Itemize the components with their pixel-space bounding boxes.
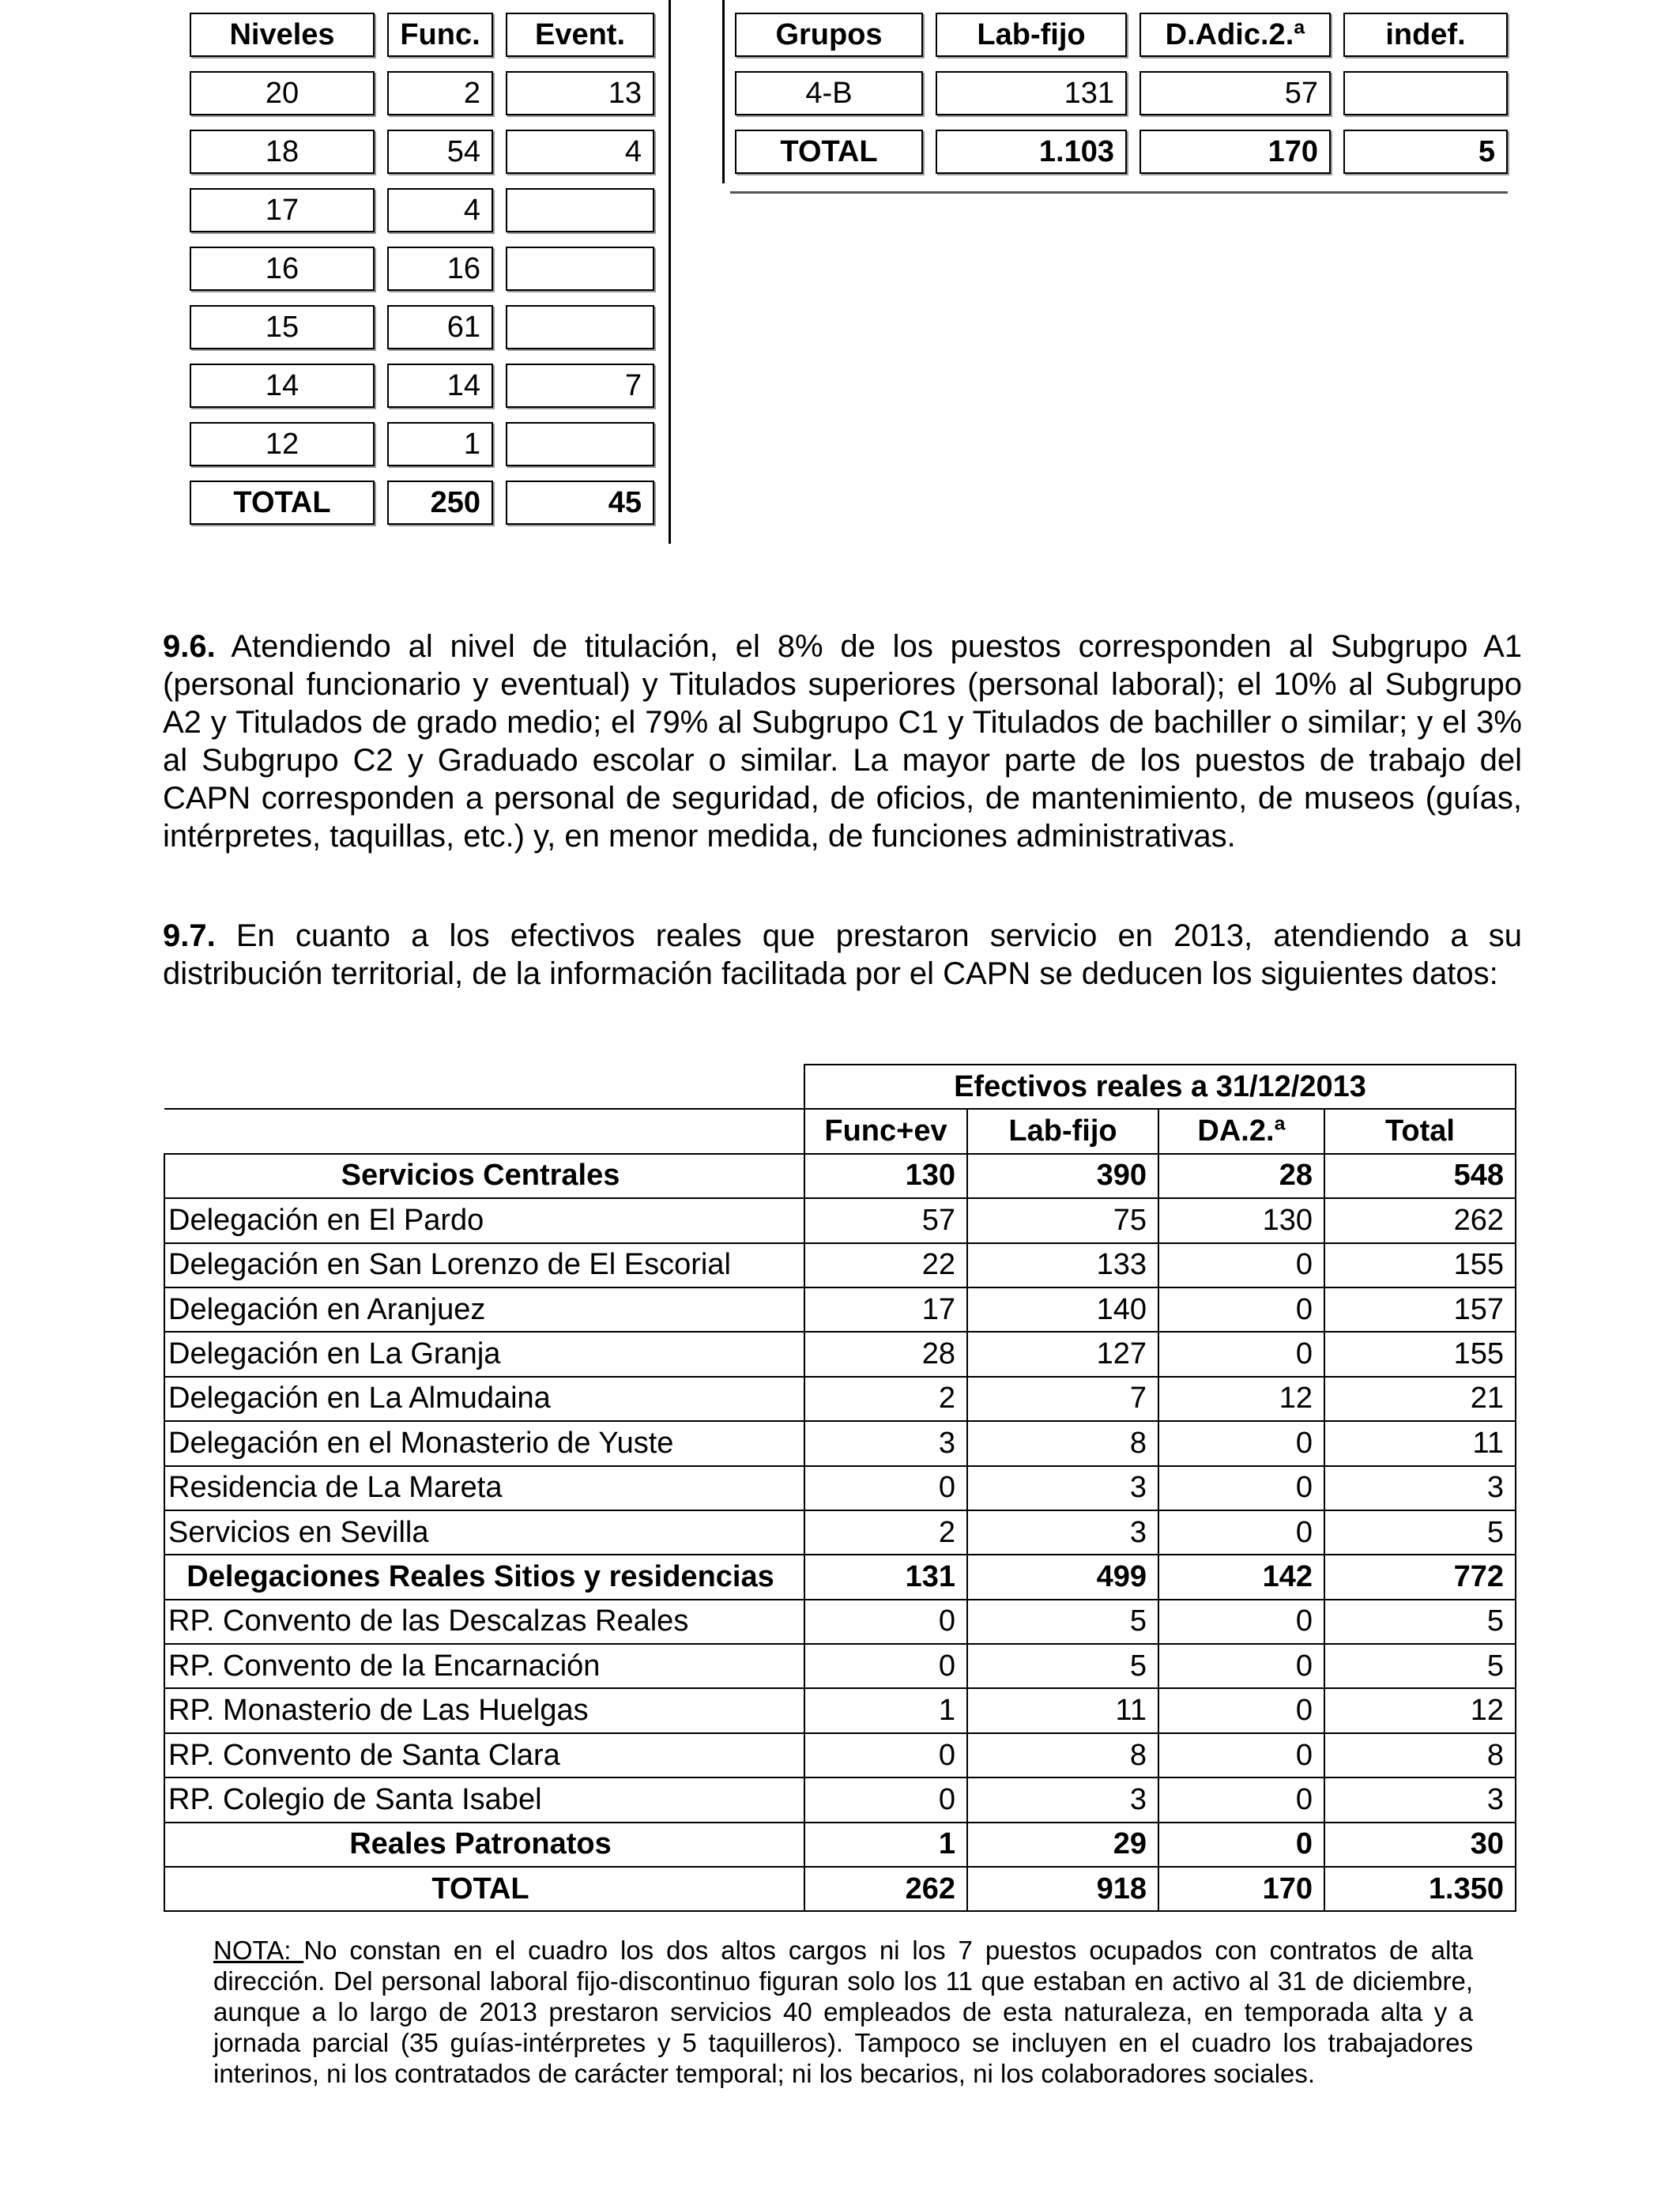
niveles-cell: 16 (190, 247, 375, 291)
header-blank-cell (164, 1109, 804, 1153)
grupos-total-cell: 1.103 (936, 130, 1127, 174)
efectivos-row (164, 1466, 1516, 1510)
efectivos-value-cell: 8 (1324, 1733, 1516, 1777)
footnote-lead: NOTA: (213, 1936, 304, 1965)
efectivos-value-cell: 262 (1324, 1198, 1516, 1242)
niveles-total-cell: 45 (506, 481, 654, 525)
efectivos-row-label: RP. Colegio de Santa Isabel (164, 1777, 804, 1822)
efectivos-super-header-row (164, 1065, 1516, 1109)
niveles-header-cell: Niveles (190, 13, 375, 57)
niveles-cell: 7 (506, 364, 654, 408)
efectivos-value-cell: 0 (1158, 1466, 1324, 1510)
efectivos-row-label: Delegación en Aranjuez (164, 1287, 804, 1332)
efectivos-value-cell: 155 (1324, 1332, 1516, 1376)
efectivos-value-cell: 130 (1158, 1198, 1324, 1242)
paragraph-number: 9.7. (163, 918, 216, 953)
grupos-header-cell: indef. (1343, 13, 1508, 57)
niveles-total-cell: 250 (387, 481, 493, 525)
efectivos-row (164, 1600, 1516, 1644)
grupos-total-cell: TOTAL (735, 130, 923, 174)
efectivos-value-cell: 499 (967, 1555, 1158, 1599)
efectivos-value-cell: 5 (967, 1644, 1158, 1688)
efectivos-value-cell: 17 (804, 1287, 967, 1332)
niveles-cell: 61 (387, 305, 493, 349)
niveles-cell (506, 305, 654, 349)
niveles-row (190, 422, 654, 466)
efectivos-row (164, 1421, 1516, 1465)
niveles-cell: 54 (387, 130, 493, 174)
efectivos-value-cell: 155 (1324, 1243, 1516, 1287)
grupos-bottom-rule (730, 191, 1508, 194)
niveles-row (190, 188, 654, 232)
efectivos-row-label: Delegación en La Almudaina (164, 1377, 804, 1421)
efectivos-row-label: Residencia de La Mareta (164, 1466, 804, 1510)
efectivos-value-cell: 5 (1324, 1644, 1516, 1688)
paragraph-9-7 (163, 917, 1522, 993)
efectivos-value-cell: 29 (967, 1823, 1158, 1867)
efectivos-value-cell: 1 (804, 1823, 967, 1867)
niveles-row (190, 305, 654, 349)
efectivos-value-cell: 0 (1158, 1243, 1324, 1287)
efectivos-value-cell: 0 (1158, 1421, 1324, 1465)
niveles-cell: 1 (387, 422, 493, 466)
paragraph-text: Atendiendo al nivel de titulación, el 8% de los puestos corresponden al Subgrupo A1 (personal funcionario y eventual) y Titulados superiores (personal laboral); el 10% al Subgrupo A2 y Titulados de grado medio; el 79% al Subgrupo C1 y Titulados de bachiller o similar; y el 3% al Subgrupo C2 y Graduado escolar o similar. La mayor parte de los puestos de trabajo del CAPN corresponden a personal de seguridad, de oficios, de mantenimiento, de museos (guías, intérpretes, taquillas, etc.) y, en menor medida, de funciones administrativas. (163, 629, 1522, 854)
efectivos-row-label: RP. Convento de la Encarnación (164, 1644, 804, 1688)
grupos-header-cell: D.Adic.2.ª (1139, 13, 1331, 57)
efectivos-row (164, 1332, 1516, 1376)
efectivos-value-cell: 0 (1158, 1510, 1324, 1555)
paragraph-text: En cuanto a los efectivos reales que prestaron servicio en 2013, atendiendo a su distribución territorial, de la información facilitada por el CAPN se deducen los siguientes datos: (163, 918, 1522, 991)
efectivos-value-cell: 0 (804, 1600, 967, 1644)
efectivos-row (164, 1287, 1516, 1332)
column-divider-left (669, 0, 671, 544)
niveles-cell: 2 (387, 71, 493, 115)
efectivos-value-cell: 12 (1324, 1688, 1516, 1732)
efectivos-header-cell: Total (1324, 1109, 1516, 1153)
efectivos-value-cell: 262 (804, 1867, 967, 1911)
niveles-row (190, 364, 654, 408)
niveles-cell: 20 (190, 71, 375, 115)
efectivos-subtotal-row (164, 1867, 1516, 1911)
efectivos-value-cell: 2 (804, 1510, 967, 1555)
niveles-header-row (190, 13, 654, 57)
niveles-cell (506, 422, 654, 466)
efectivos-row-label: Delegación en el Monasterio de Yuste (164, 1421, 804, 1465)
efectivos-value-cell: 131 (804, 1555, 967, 1599)
efectivos-value-cell: 3 (967, 1466, 1158, 1510)
efectivos-value-cell: 3 (1324, 1777, 1516, 1822)
efectivos-value-cell: 5 (1324, 1510, 1516, 1555)
efectivos-row-label: RP. Convento de Santa Clara (164, 1733, 804, 1777)
efectivos-value-cell: 5 (967, 1600, 1158, 1644)
efectivos-row (164, 1644, 1516, 1688)
header-blank-cell (164, 1065, 804, 1109)
niveles-row (190, 130, 654, 174)
efectivos-value-cell: 0 (1158, 1600, 1324, 1644)
efectivos-row (164, 1377, 1516, 1421)
efectivos-value-cell: 130 (804, 1154, 967, 1198)
efectivos-row (164, 1733, 1516, 1777)
efectivos-row-label: Delegaciones Reales Sitios y residencias (164, 1555, 804, 1599)
efectivos-value-cell: 8 (967, 1733, 1158, 1777)
efectivos-value-cell: 7 (967, 1377, 1158, 1421)
grupos-cell: 131 (936, 71, 1127, 115)
efectivos-row-label: Servicios en Sevilla (164, 1510, 804, 1555)
efectivos-value-cell: 28 (804, 1332, 967, 1376)
efectivos-value-cell: 0 (1158, 1332, 1324, 1376)
niveles-cell: 18 (190, 130, 375, 174)
efectivos-row-label: Reales Patronatos (164, 1823, 804, 1867)
efectivos-value-cell: 3 (967, 1777, 1158, 1822)
paragraph-number: 9.6. (163, 629, 216, 664)
efectivos-value-cell: 3 (1324, 1466, 1516, 1510)
efectivos-value-cell: 1.350 (1324, 1867, 1516, 1911)
niveles-cell: 12 (190, 422, 375, 466)
niveles-cell: 16 (387, 247, 493, 291)
grupos-total-row (735, 130, 1508, 174)
efectivos-value-cell: 30 (1324, 1823, 1516, 1867)
niveles-total-row (190, 481, 654, 525)
efectivos-row (164, 1510, 1516, 1555)
niveles-cell (506, 247, 654, 291)
efectivos-row-label: TOTAL (164, 1867, 804, 1911)
efectivos-value-cell: 0 (1158, 1644, 1324, 1688)
efectivos-row-label: Delegación en San Lorenzo de El Escorial (164, 1243, 804, 1287)
niveles-total-cell: TOTAL (190, 481, 375, 525)
efectivos-super-header: Efectivos reales a 31/12/2013 (804, 1065, 1516, 1109)
efectivos-row (164, 1243, 1516, 1287)
niveles-row (190, 71, 654, 115)
efectivos-value-cell: 140 (967, 1287, 1158, 1332)
efectivos-value-cell: 0 (804, 1777, 967, 1822)
efectivos-value-cell: 170 (1158, 1867, 1324, 1911)
efectivos-value-cell: 57 (804, 1198, 967, 1242)
efectivos-header-row (164, 1109, 1516, 1153)
efectivos-value-cell: 22 (804, 1243, 967, 1287)
grupos-table (722, 0, 1520, 188)
grupos-cell: 4-B (735, 71, 923, 115)
efectivos-value-cell: 3 (804, 1421, 967, 1465)
efectivos-row-label: Delegación en La Granja (164, 1332, 804, 1376)
efectivos-value-cell: 2 (804, 1377, 967, 1421)
efectivos-header-cell: DA.2.ª (1158, 1109, 1324, 1153)
niveles-cell: 17 (190, 188, 375, 232)
efectivos-subtotal-row (164, 1823, 1516, 1867)
efectivos-value-cell: 75 (967, 1198, 1158, 1242)
niveles-row (190, 247, 654, 291)
grupos-row (735, 71, 1508, 115)
efectivos-value-cell: 11 (1324, 1421, 1516, 1465)
efectivos-value-cell: 0 (804, 1733, 967, 1777)
efectivos-value-cell: 3 (967, 1510, 1158, 1555)
efectivos-subtotal-row (164, 1154, 1516, 1198)
efectivos-value-cell: 0 (804, 1644, 967, 1688)
efectivos-table (164, 1064, 1516, 1912)
efectivos-row-label: RP. Monasterio de Las Huelgas (164, 1688, 804, 1732)
niveles-cell: 15 (190, 305, 375, 349)
efectivos-value-cell: 11 (967, 1688, 1158, 1732)
paragraph-9-6 (163, 628, 1522, 855)
efectivos-value-cell: 28 (1158, 1154, 1324, 1198)
niveles-cell: 14 (387, 364, 493, 408)
efectivos-value-cell: 1 (804, 1688, 967, 1732)
grupos-header-cell: Lab-fijo (936, 13, 1127, 57)
efectivos-value-cell: 0 (1158, 1733, 1324, 1777)
grupos-header-cell: Grupos (735, 13, 923, 57)
grupos-cell: 57 (1139, 71, 1331, 115)
efectivos-value-cell: 918 (967, 1867, 1158, 1911)
grupos-cell (1343, 71, 1508, 115)
efectivos-row-label: RP. Convento de las Descalzas Reales (164, 1600, 804, 1644)
efectivos-row-label: Delegación en El Pardo (164, 1198, 804, 1242)
efectivos-value-cell: 12 (1158, 1377, 1324, 1421)
niveles-cell: 4 (506, 130, 654, 174)
niveles-cell: 14 (190, 364, 375, 408)
footnote (213, 1935, 1473, 2089)
efectivos-value-cell: 133 (967, 1243, 1158, 1287)
efectivos-value-cell: 0 (1158, 1777, 1324, 1822)
grupos-header-row (735, 13, 1508, 57)
efectivos-row (164, 1198, 1516, 1242)
efectivos-row (164, 1777, 1516, 1822)
efectivos-value-cell: 548 (1324, 1154, 1516, 1198)
efectivos-row (164, 1688, 1516, 1732)
efectivos-value-cell: 0 (1158, 1287, 1324, 1332)
efectivos-value-cell: 0 (1158, 1688, 1324, 1732)
niveles-cell: 4 (387, 188, 493, 232)
efectivos-value-cell: 0 (804, 1466, 967, 1510)
niveles-header-cell: Event. (506, 13, 654, 57)
efectivos-row-label: Servicios Centrales (164, 1154, 804, 1198)
efectivos-value-cell: 8 (967, 1421, 1158, 1465)
efectivos-value-cell: 5 (1324, 1600, 1516, 1644)
efectivos-value-cell: 21 (1324, 1377, 1516, 1421)
efectivos-value-cell: 127 (967, 1332, 1158, 1376)
grupos-total-cell: 170 (1139, 130, 1331, 174)
efectivos-header-cell: Lab-fijo (967, 1109, 1158, 1153)
efectivos-header-cell: Func+ev (804, 1109, 967, 1153)
niveles-cell: 13 (506, 71, 654, 115)
efectivos-value-cell: 0 (1158, 1823, 1324, 1867)
grupos-total-cell: 5 (1343, 130, 1508, 174)
niveles-table (177, 0, 667, 539)
efectivos-value-cell: 772 (1324, 1555, 1516, 1599)
efectivos-subtotal-row (164, 1555, 1516, 1599)
niveles-cell (506, 188, 654, 232)
efectivos-value-cell: 157 (1324, 1287, 1516, 1332)
niveles-header-cell: Func. (387, 13, 493, 57)
efectivos-value-cell: 390 (967, 1154, 1158, 1198)
efectivos-value-cell: 142 (1158, 1555, 1324, 1599)
efectivos-body (164, 1154, 1516, 1912)
footnote-text: No constan en el cuadro los dos altos cargos ni los 7 puestos ocupados con contratos de alta dirección. Del personal laboral fijo-discontinuo figuran solo los 11 que estaban en activo al 31 de diciembre, aunque a lo largo de 2013 prestaron servicios 40 empleados de esta naturaleza, en temporada alta y a jornada parcial (35 guías-intérpretes y 5 taquilleros). Tampoco se incluyen en el cuadro los trabajadores interinos, ni los contratados de carácter temporal; ni los becarios, ni los colaboradores sociales. (213, 1936, 1473, 2088)
